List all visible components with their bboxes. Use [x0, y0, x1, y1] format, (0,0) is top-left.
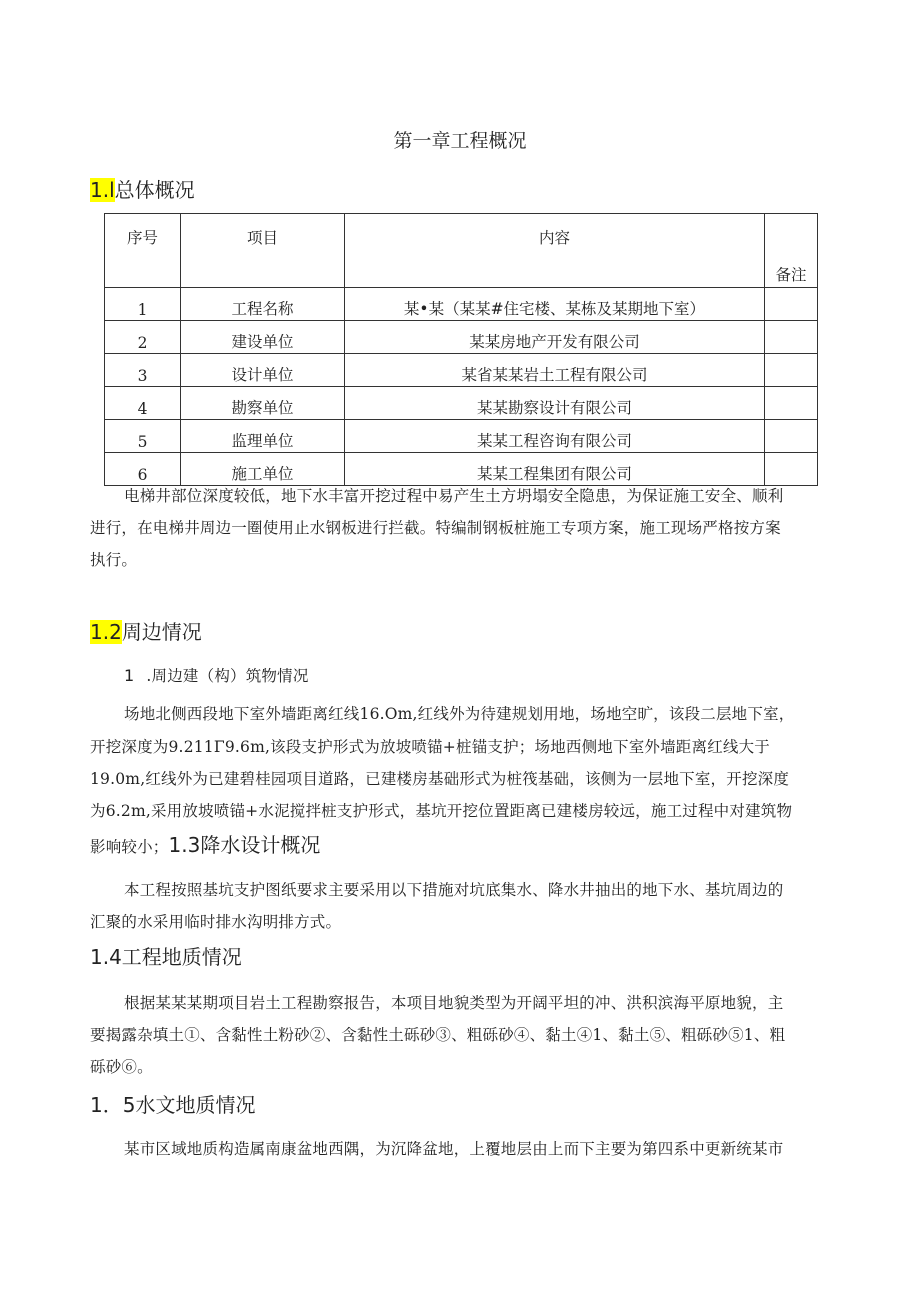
table-cell: 某某房地产开发有限公司 [345, 321, 765, 354]
paragraph-line: 开挖深度为9.211Γ9.6m,该段支护形式为放坡喷锚+桩锚支护；场地西侧地下室外墙距离红线大于 [90, 738, 770, 756]
section-title: 周边情况 [121, 620, 202, 644]
table-cell: 4 [105, 387, 181, 420]
table-cell: 6 [105, 453, 181, 486]
table-row [105, 387, 818, 420]
table-cell: 3 [105, 354, 181, 387]
paragraph-line: 汇聚的水采用临时排水沟明排方式。 [90, 913, 342, 931]
paragraph-line: 场地北侧西段地下室外墙距离红线16.Om,红线外为待建规划用地，场地空旷，该段二层地下室， [124, 705, 795, 723]
table-cell: 设计单位 [181, 354, 345, 387]
table-cell: 建设单位 [181, 321, 345, 354]
section-heading-1-1 [90, 174, 195, 203]
section-title: 总体概况 [114, 178, 195, 202]
table-cell: 监理单位 [181, 420, 345, 453]
paragraph-text: 影响较小； [90, 838, 169, 856]
table-row [105, 420, 818, 453]
section-heading-1-5: 1．5水文地质情况 [90, 1093, 256, 1117]
table-row [105, 321, 818, 354]
header-cell: 序号 [105, 214, 181, 288]
table-cell: 某省某某岩土工程有限公司 [345, 354, 765, 387]
header-cell: 备注 [765, 214, 818, 288]
section-heading-1-4: 1.4工程地质情况 [90, 945, 242, 969]
paragraph-line: 19.0m,红线外为已建碧桂园项目道路，已建楼房基础形式为桩筏基础，该侧为一层地下室，开挖深度 [90, 770, 790, 788]
paragraph-line: 根据某某某期项目岩土工程勘察报告，本项目地貌类型为开阔平坦的冲、洪积滨海平原地貌，主 [124, 994, 784, 1012]
table-cell [765, 354, 818, 387]
table-cell: 1 [105, 288, 181, 321]
section-heading-1-2 [90, 616, 202, 645]
table-cell [765, 387, 818, 420]
table-row [105, 453, 818, 486]
paragraph-line-with-heading [90, 829, 320, 858]
header-cell: 内容 [345, 214, 765, 288]
paragraph-line: 某市区域地质构造属南康盆地西隅，为沉降盆地，上覆地层由上而下主要为第四系中更新统某市 [124, 1140, 784, 1158]
table-cell: 工程名称 [181, 288, 345, 321]
table-cell [765, 453, 818, 486]
project-overview-table [104, 213, 818, 486]
chapter-title: 第一章工程概况 [393, 130, 527, 152]
paragraph-line: 为6.2m,采用放坡喷锚+水泥搅拌桩支护形式，基坑开挖位置距离已建楼房较远，施工过程中对建筑物 [90, 802, 793, 820]
table-cell: 某某勘察设计有限公司 [345, 387, 765, 420]
table-header-row [105, 214, 818, 288]
subsection-heading [124, 664, 309, 686]
subsection-title: .周边建（构）筑物情况 [146, 667, 309, 685]
section-number-highlight: 1.2 [90, 620, 122, 644]
paragraph-line: 电梯井部位深度较低，地下水丰富开挖过程中易产生土方坍塌安全隐患，为保证施工安全、顺利 [124, 487, 784, 505]
table-row [105, 288, 818, 321]
section-heading-1-3: 1.3降水设计概况 [168, 833, 321, 857]
paragraph-line: 砾砂⑥。 [90, 1058, 153, 1076]
table-cell: 某某工程集团有限公司 [345, 453, 765, 486]
section-number-highlight: 1.l [90, 178, 115, 202]
table-cell [765, 288, 818, 321]
table-cell: 勘察单位 [181, 387, 345, 420]
paragraph-line: 本工程按照基坑支护图纸要求主要采用以下措施对坑底集水、降水井抽出的地下水、基坑周边的 [124, 881, 784, 899]
table-cell: 5 [105, 420, 181, 453]
table-cell: 某某工程咨询有限公司 [345, 420, 765, 453]
table-cell [765, 420, 818, 453]
table-cell: 施工单位 [181, 453, 345, 486]
paragraph-line: 执行。 [90, 551, 138, 569]
table-cell: 2 [105, 321, 181, 354]
table-row [105, 354, 818, 387]
subsection-number: 1 [124, 666, 135, 685]
paragraph-line: 进行，在电梯井周边一圈使用止水钢板进行拦截。特编制钢板桩施工专项方案，施工现场严格按方案 [90, 519, 781, 537]
table-cell: 某•某（某某#住宅楼、某栋及某期地下室） [345, 288, 765, 321]
header-cell: 项目 [181, 214, 345, 288]
paragraph-line: 要揭露杂填土①、含黏性土粉砂②、含黏性土砾砂③、粗砾砂④、黏土④1、黏土⑤、粗砾砂⑤1、粗 [90, 1026, 786, 1044]
table-cell [765, 321, 818, 354]
